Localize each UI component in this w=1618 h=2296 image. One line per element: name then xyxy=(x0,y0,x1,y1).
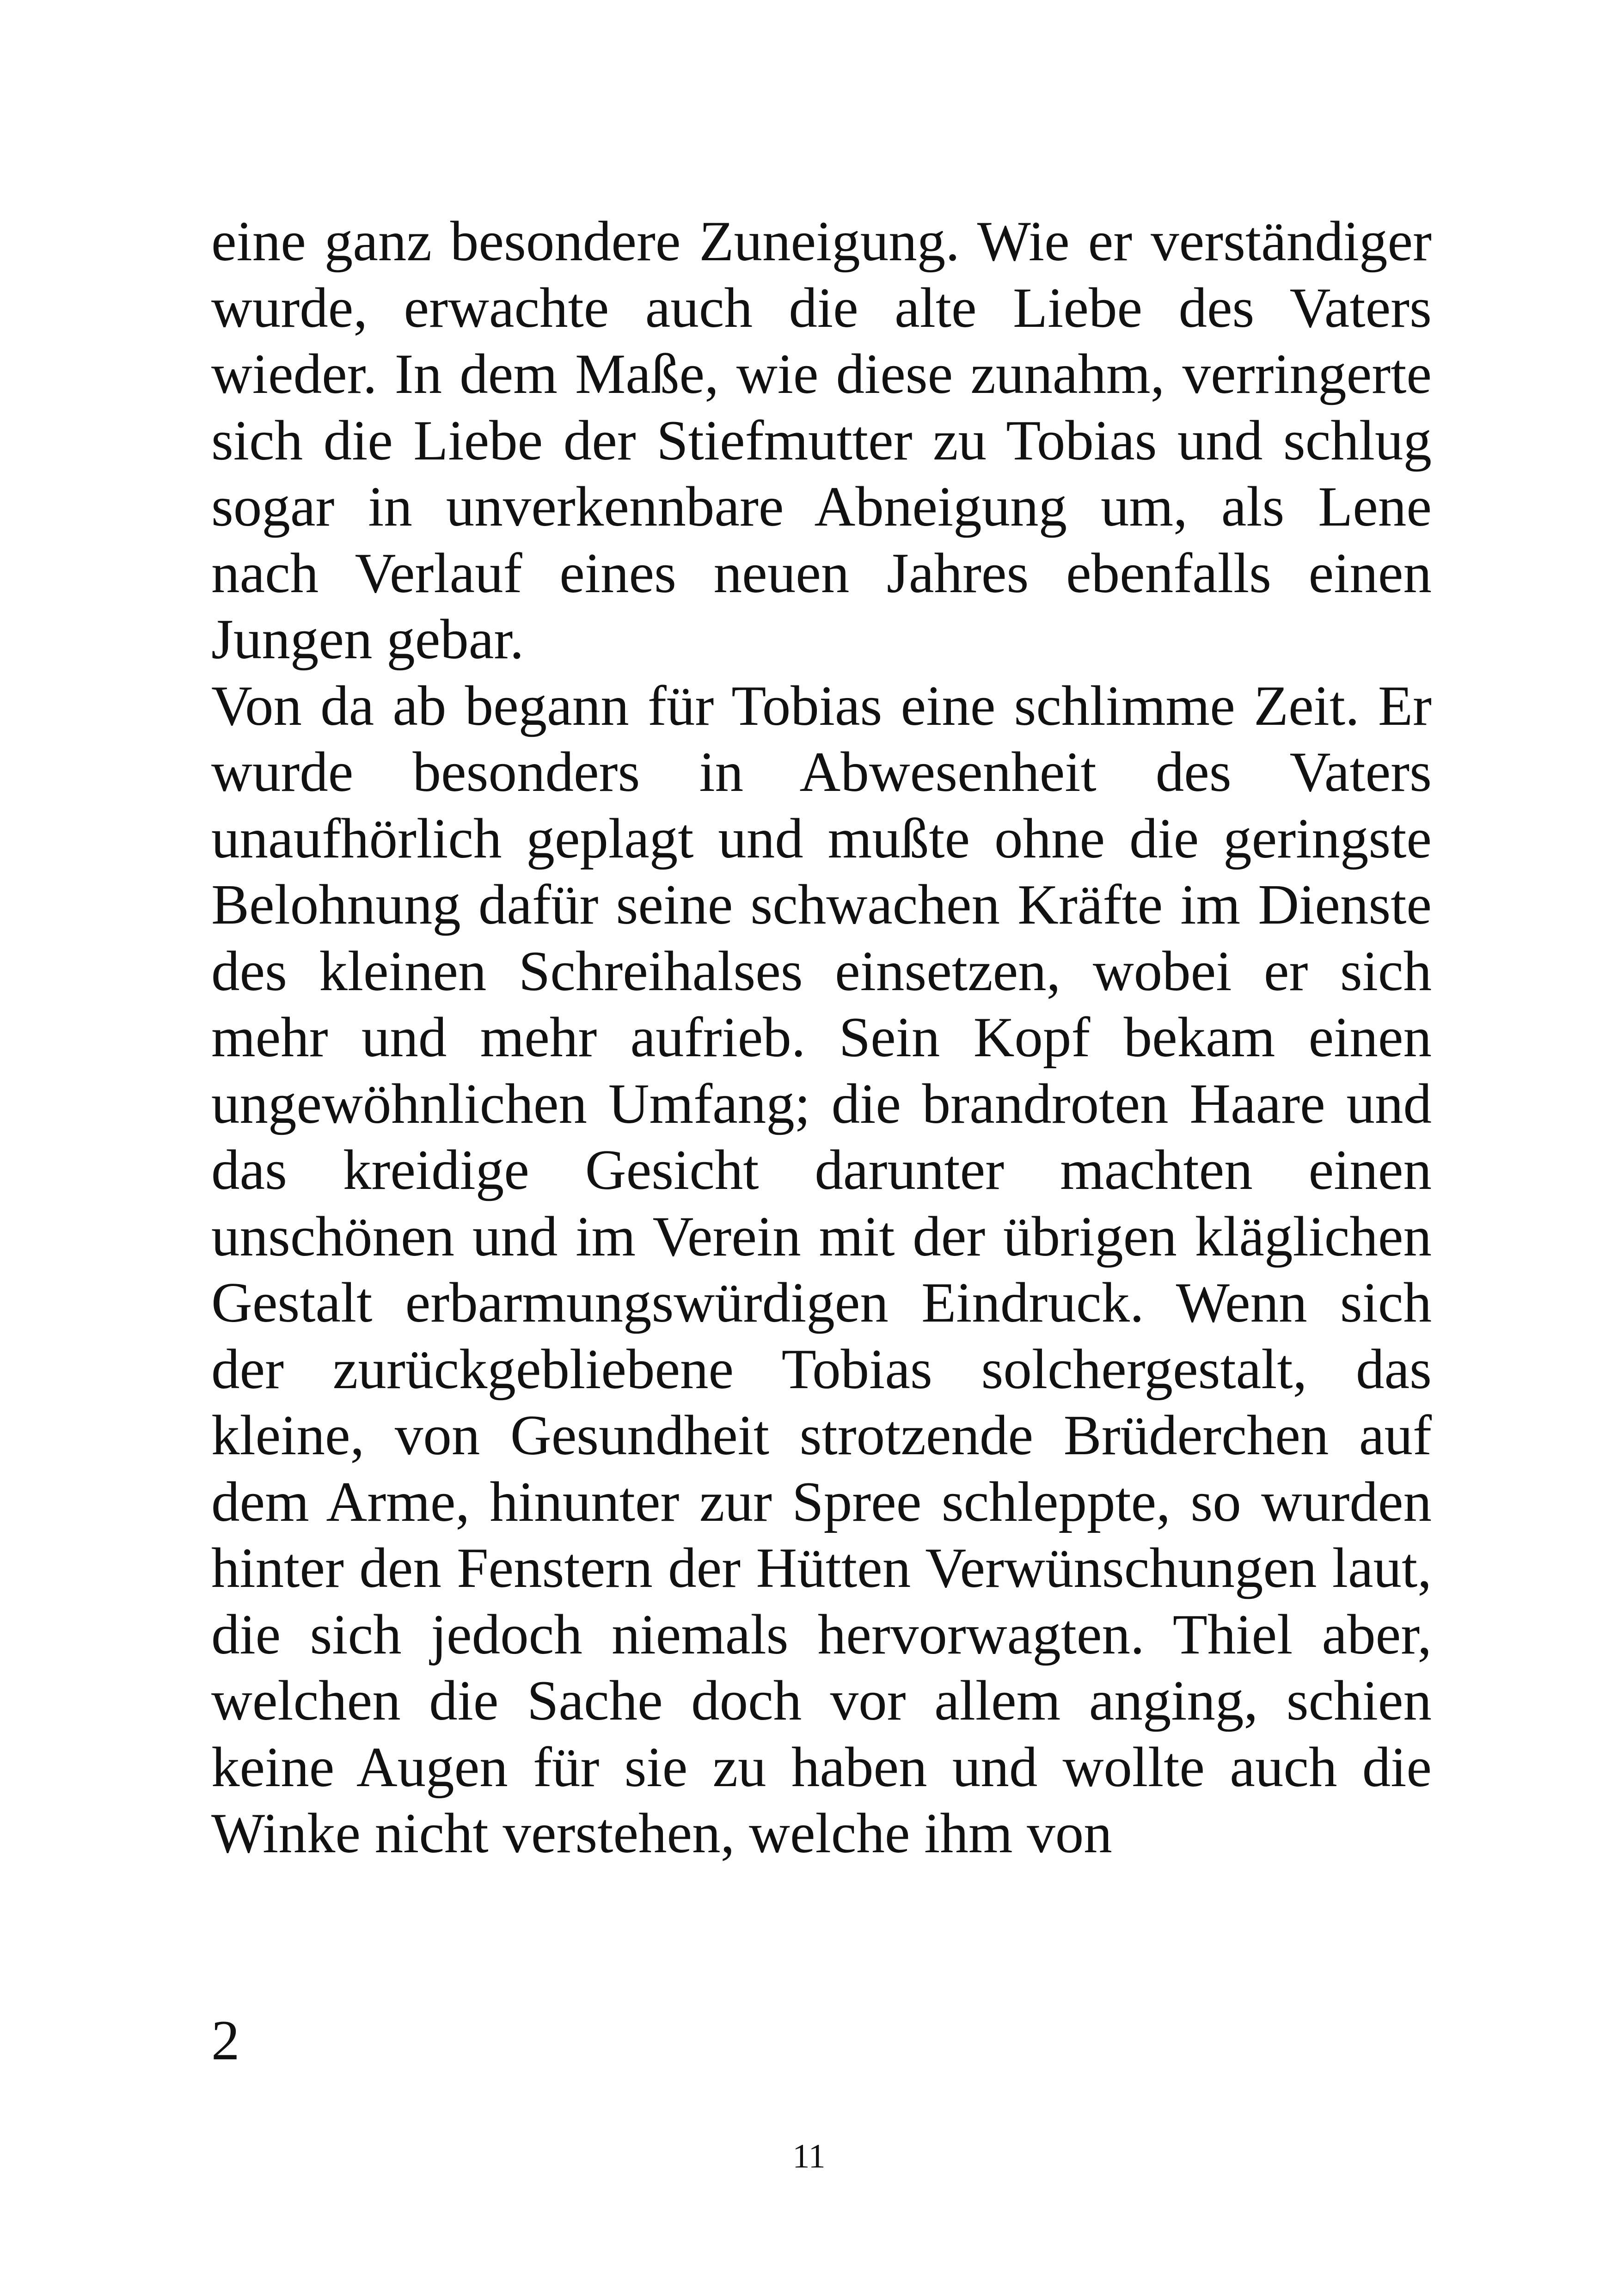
text-line: sich die Liebe der Stiefmutter zu Tobias und schlug xyxy=(211,408,1432,472)
text-line: Winke nicht verstehen, welche ihm von xyxy=(211,1801,1112,1865)
text-line: Gestalt erbarmungswürdigen Eindruck. Wenn sich xyxy=(211,1271,1432,1334)
text-line: Von da ab begann für Tobias eine schlimme Zeit. Er xyxy=(211,673,1432,737)
text-line: unschönen und im Verein mit der übrigen kläglichen xyxy=(211,1204,1432,1268)
text-line: mehr und mehr aufrieb. Sein Kopf bekam einen xyxy=(211,1005,1432,1069)
text-line: wieder. In dem Maße, wie diese zunahm, verringerte xyxy=(211,342,1432,405)
text-line: wurde, erwachte auch die alte Liebe des Vaters xyxy=(211,276,1432,339)
text-line: unaufhörlich geplagt und mußte ohne die geringste xyxy=(211,806,1432,870)
text-line: das kreidige Gesicht darunter machten einen xyxy=(211,1138,1432,1201)
text-line: dem Arme, hinunter zur Spree schleppte, so wurden xyxy=(211,1469,1432,1533)
text-line: sogar in unverkennbare Abneigung um, als Lene xyxy=(211,475,1432,538)
text-line: welchen die Sache doch vor allem anging, schien xyxy=(211,1669,1432,1732)
text-line: hinter den Fenstern der Hütten Verwünschungen laut, xyxy=(211,1536,1432,1599)
text-line: ungewöhnlichen Umfang; die brandroten Haare und xyxy=(211,1071,1432,1135)
text-line: des kleinen Schreihalses einsetzen, wobei er sich xyxy=(211,939,1432,1003)
body-text xyxy=(211,208,1432,1867)
text-line: eine ganz besondere Zuneigung. Wie er verständiger xyxy=(211,209,1432,273)
text-line: Jungen gebar. xyxy=(211,607,524,671)
text-line: Belohnung dafür seine schwachen Kräfte im Dienste xyxy=(211,873,1432,936)
page-number: 11 xyxy=(792,2137,826,2175)
text-line: nach Verlauf eines neuen Jahres ebenfalls einen xyxy=(211,541,1432,605)
text-line: der zurückgebliebene Tobias solchergestalt, das xyxy=(211,1337,1432,1401)
section-number: 2 xyxy=(211,2008,240,2072)
text-line: die sich jedoch niemals hervorwagten. Thiel aber, xyxy=(211,1602,1432,1666)
text-line: kleine, von Gesundheit strotzende Brüderchen auf xyxy=(211,1403,1432,1467)
text-line: wurde besonders in Abwesenheit des Vaters xyxy=(211,740,1432,803)
text-line: keine Augen für sie zu haben und wollte auch die xyxy=(211,1735,1432,1799)
